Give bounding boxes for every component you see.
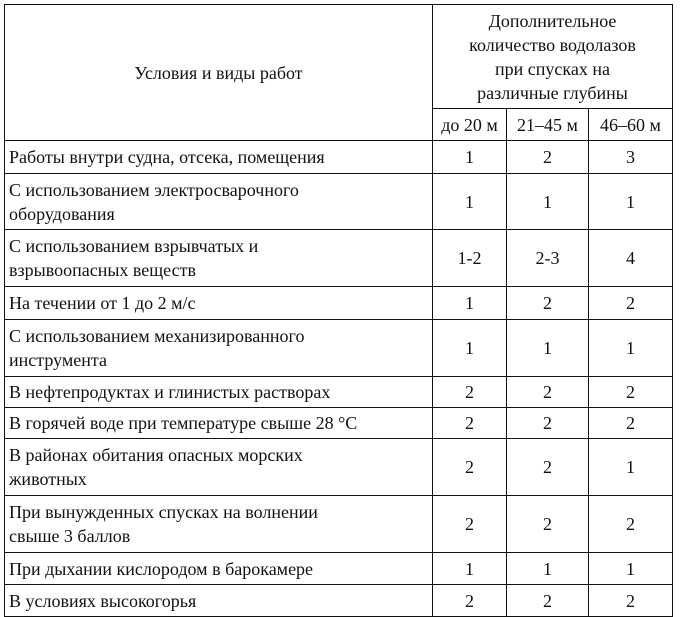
row-value-46-60: 4 bbox=[589, 230, 673, 287]
row-value-46-60: 1 bbox=[589, 553, 673, 585]
condition-column-header: Условия и виды работ bbox=[5, 5, 433, 141]
depth-header-0-20: до 20 м bbox=[433, 109, 507, 141]
table-header bbox=[5, 5, 673, 141]
row-value-0-20: 1 bbox=[433, 287, 507, 320]
row-value-21-45: 2 bbox=[507, 408, 589, 439]
table-row bbox=[5, 141, 673, 174]
condition-line: При дыхании кислородом в барокамере bbox=[9, 558, 314, 579]
row-condition bbox=[5, 439, 433, 496]
row-value-46-60: 2 bbox=[589, 585, 673, 617]
row-value-0-20: 1 bbox=[433, 174, 507, 230]
row-condition bbox=[5, 287, 433, 320]
row-condition bbox=[5, 230, 433, 287]
row-value-21-45: 2 bbox=[507, 141, 589, 174]
row-value-46-60: 1 bbox=[589, 320, 673, 377]
table-row bbox=[5, 408, 673, 439]
row-value-0-20: 1 bbox=[433, 553, 507, 585]
condition-line: Работы внутри судна, отсека, помещения bbox=[9, 147, 325, 167]
row-value-21-45: 2 bbox=[507, 377, 589, 408]
group-header-line: различные глубины bbox=[477, 82, 628, 103]
table-row bbox=[5, 553, 673, 585]
condition-line: животных bbox=[9, 469, 87, 489]
row-value-21-45: 1 bbox=[507, 174, 589, 230]
row-value-0-20: 1-2 bbox=[433, 230, 507, 287]
condition-line: В условиях высокогорья bbox=[9, 590, 197, 611]
table-row bbox=[5, 320, 673, 377]
table-row bbox=[5, 439, 673, 496]
condition-line: инструмента bbox=[9, 350, 107, 370]
row-value-0-20: 2 bbox=[433, 408, 507, 439]
table-row bbox=[5, 174, 673, 230]
header-row-top bbox=[5, 5, 673, 109]
group-header-line: Дополнительное bbox=[488, 10, 617, 31]
diver-requirements-table bbox=[4, 4, 673, 617]
group-header-line: количество водолазов bbox=[469, 34, 636, 55]
row-condition bbox=[5, 553, 433, 585]
row-value-21-45: 2 bbox=[507, 439, 589, 496]
condition-line: В нефтепродуктах и глинистых растворах bbox=[9, 382, 331, 402]
row-condition bbox=[5, 408, 433, 439]
row-value-46-60: 1 bbox=[589, 174, 673, 230]
row-value-21-45: 2 bbox=[507, 585, 589, 617]
row-value-21-45: 2-3 bbox=[507, 230, 589, 287]
row-condition bbox=[5, 141, 433, 174]
row-value-21-45: 2 bbox=[507, 287, 589, 320]
condition-line: В районах обитания опасных морских bbox=[9, 445, 303, 465]
row-value-21-45: 1 bbox=[507, 320, 589, 377]
table-row bbox=[5, 496, 673, 553]
row-value-46-60: 3 bbox=[589, 141, 673, 174]
row-value-21-45: 2 bbox=[507, 496, 589, 553]
table-row bbox=[5, 230, 673, 287]
additional-divers-header bbox=[433, 5, 673, 109]
row-condition bbox=[5, 496, 433, 553]
row-value-0-20: 2 bbox=[433, 585, 507, 617]
row-value-46-60: 2 bbox=[589, 287, 673, 320]
row-condition bbox=[5, 377, 433, 408]
condition-line: взрывоопасных веществ bbox=[9, 260, 196, 280]
condition-line: оборудования bbox=[9, 203, 115, 224]
row-value-0-20: 1 bbox=[433, 141, 507, 174]
row-value-46-60: 1 bbox=[589, 439, 673, 496]
condition-line: На течении от 1 до 2 м/с bbox=[9, 293, 196, 313]
table-row bbox=[5, 377, 673, 408]
row-value-46-60: 2 bbox=[589, 496, 673, 553]
condition-line: свыше 3 баллов bbox=[9, 526, 131, 546]
condition-line: С использованием электросварочного bbox=[9, 179, 299, 200]
row-value-0-20: 2 bbox=[433, 439, 507, 496]
depth-header-21-45: 21–45 м bbox=[507, 109, 589, 141]
table-body bbox=[5, 141, 673, 617]
row-value-46-60: 2 bbox=[589, 377, 673, 408]
depth-header-46-60: 46–60 м bbox=[589, 109, 673, 141]
row-value-0-20: 2 bbox=[433, 496, 507, 553]
row-value-0-20: 2 bbox=[433, 377, 507, 408]
condition-line: С использованием механизированного bbox=[9, 326, 305, 346]
row-condition bbox=[5, 320, 433, 377]
condition-line: В горячей воде при температуре свыше 28 °С bbox=[9, 413, 358, 433]
row-value-21-45: 1 bbox=[507, 553, 589, 585]
row-value-46-60: 2 bbox=[589, 408, 673, 439]
table-row bbox=[5, 287, 673, 320]
group-header-line: при спусках на bbox=[495, 58, 610, 79]
row-value-0-20: 1 bbox=[433, 320, 507, 377]
row-condition bbox=[5, 174, 433, 230]
condition-line: С использованием взрывчатых и bbox=[9, 236, 259, 256]
condition-line: При вынужденных спусках на волнении bbox=[9, 502, 318, 522]
